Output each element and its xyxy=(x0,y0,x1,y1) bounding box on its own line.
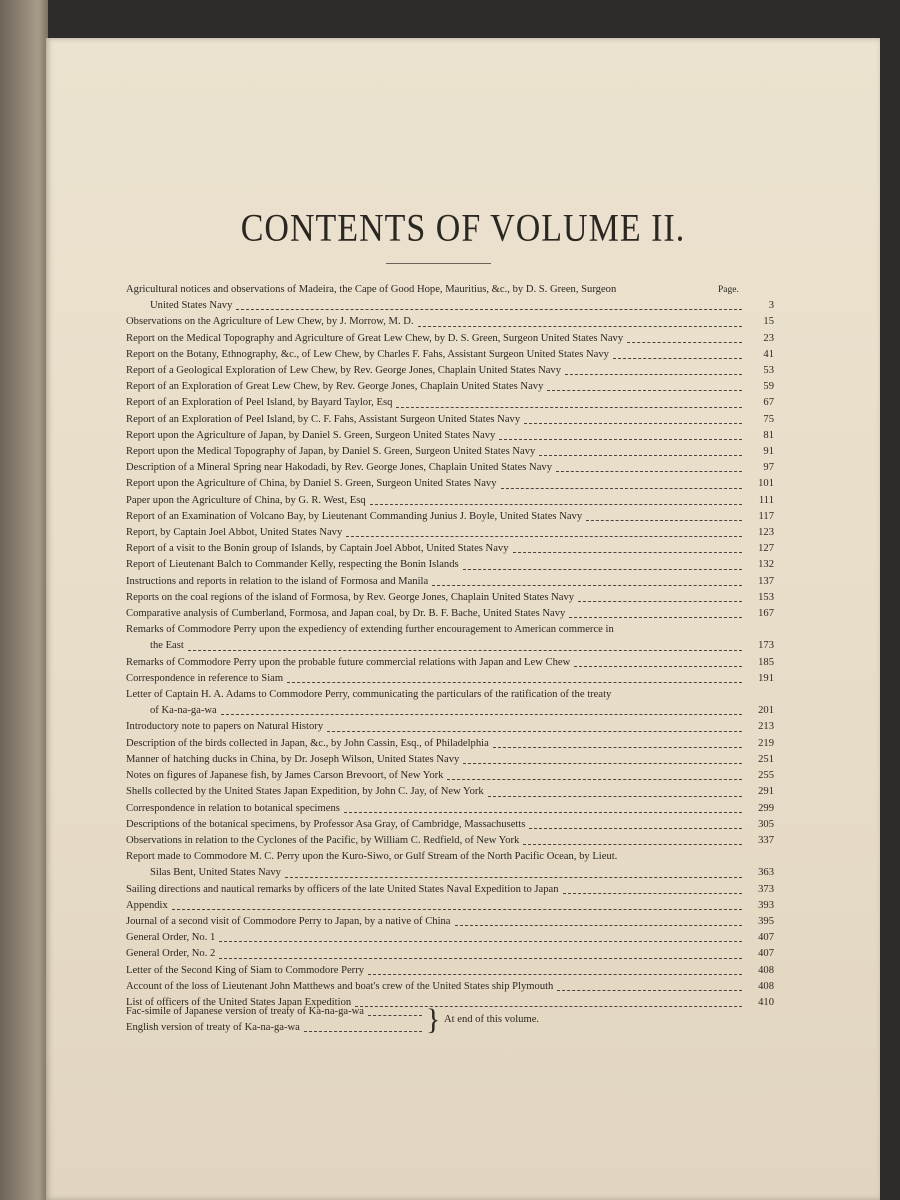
dot-leader xyxy=(488,796,742,797)
title-rule xyxy=(386,263,491,264)
toc-page-number: 111 xyxy=(758,494,774,506)
toc-entry xyxy=(126,525,774,541)
toc-entry xyxy=(126,476,774,492)
toc-entry-text: General Order, No. 1 xyxy=(126,932,216,944)
dot-leader xyxy=(463,569,742,570)
dot-leader xyxy=(455,925,742,926)
toc-entry-text: Manner of hatching ducks in China, by Dr. Joseph Wilson, United States Navy xyxy=(126,753,460,765)
toc-entry-text: Report upon the Agriculture of Japan, by Daniel S. Green, Surgeon United States Navy xyxy=(126,429,496,441)
page-column-header: Page. xyxy=(718,285,739,295)
toc-entry-text: Remarks of Commodore Perry upon the probable future commercial relations with Japan and Lew Chew xyxy=(126,656,571,668)
toc-entry-text: Report on the Botany, Ethnography, &c., of Lew Chew, by Charles F. Fahs, Assistant Surgeon United States Navy xyxy=(126,348,609,360)
toc-page-number: 408 xyxy=(758,980,774,992)
toc-page-number: 101 xyxy=(758,478,774,490)
toc-entry-text: Report of Lieutenant Balch to Commander Kelly, respecting the Bonin Islands xyxy=(126,559,459,571)
dot-leader xyxy=(221,714,742,715)
dot-leader xyxy=(529,828,742,829)
toc-page-number: 337 xyxy=(758,834,774,846)
toc-entry-text: Notes on figures of Japanese fish, by James Carson Brevoort, of New York xyxy=(126,770,444,782)
toc-entry-line: Remarks of Commodore Perry upon the expediency of extending further encouragement to American commerce in xyxy=(126,624,614,636)
toc-page-number: 201 xyxy=(758,705,774,717)
toc-page-number: 373 xyxy=(758,883,774,895)
toc-entry xyxy=(126,412,774,428)
toc-entry xyxy=(126,331,774,347)
toc-entry-text: Appendix xyxy=(126,899,168,911)
toc-page-number: 23 xyxy=(763,332,774,344)
toc-page-number: 3 xyxy=(768,300,774,312)
dot-leader xyxy=(613,358,742,359)
toc-entry xyxy=(126,979,774,995)
toc-entry xyxy=(126,363,774,379)
toc-entry-text: Correspondence in reference to Siam xyxy=(126,672,284,684)
dot-leader xyxy=(172,909,742,910)
toc-entry-line: of Ka-na-ga-wa xyxy=(150,705,217,717)
toc-entry-text: Correspondence in relation to botanical specimens xyxy=(126,802,340,814)
toc-entry-text: Letter of the Second King of Siam to Commodore Perry xyxy=(126,964,365,976)
dot-leader xyxy=(499,439,742,440)
toc-page-number: 75 xyxy=(763,413,774,425)
toc-entry-text: Observations in relation to the Cyclones of the Pacific, by William C. Redfield, of New York xyxy=(126,834,520,846)
toc-entry xyxy=(126,752,774,768)
dot-leader xyxy=(556,471,742,472)
dot-leader xyxy=(578,601,742,602)
toc-entry xyxy=(126,768,774,784)
contents-list xyxy=(126,282,774,1011)
toc-entry-text: Paper upon the Agriculture of China, by G. R. West, Esq xyxy=(126,494,366,506)
toc-entry xyxy=(126,946,774,962)
toc-page-number: 132 xyxy=(758,559,774,571)
toc-entry-text: General Order, No. 2 xyxy=(126,948,216,960)
toc-entry xyxy=(126,898,774,914)
toc-entry xyxy=(126,282,774,314)
toc-entry xyxy=(126,347,774,363)
toc-page-number: 291 xyxy=(758,786,774,798)
dot-leader xyxy=(304,1031,422,1032)
dot-leader xyxy=(523,844,742,845)
bracketed-item: Fac-simile of Japanese version of treaty of Ka-na-ga-wa xyxy=(126,1004,426,1020)
toc-entry xyxy=(126,590,774,606)
toc-entry xyxy=(126,801,774,817)
toc-entry-line: Silas Bent, United States Navy xyxy=(150,867,281,879)
toc-entry xyxy=(126,882,774,898)
toc-page-number: 185 xyxy=(758,656,774,668)
toc-page-number: 213 xyxy=(758,721,774,733)
dot-leader xyxy=(370,504,742,505)
toc-page-number: 363 xyxy=(758,867,774,879)
toc-page-number: 305 xyxy=(758,818,774,830)
dot-leader xyxy=(574,666,742,667)
toc-page-number: 137 xyxy=(758,575,774,587)
toc-entry-text: Report on the Medical Topography and Agriculture of Great Lew Chew, by D. S. Green, Surgeon United States Navy xyxy=(126,332,624,344)
dot-leader xyxy=(513,552,742,553)
toc-entry-text: Descriptions of the botanical specimens, by Professor Asa Gray, of Cambridge, Massachusetts xyxy=(126,818,526,830)
dot-leader xyxy=(346,536,742,537)
toc-entry xyxy=(126,379,774,395)
facing-page-edge xyxy=(0,0,48,1200)
toc-entry-text: Sailing directions and nautical remarks by officers of the late United States Naval Expedition to Japan xyxy=(126,883,559,895)
toc-page-number: 91 xyxy=(763,446,774,458)
toc-entry-text: Account of the loss of Lieutenant John Matthews and boat's crew of the United States ship Plymouth xyxy=(126,980,554,992)
toc-entry-text: Reports on the coal regions of the island of Formosa, by Rev. George Jones, Chaplain United States Navy xyxy=(126,591,575,603)
toc-page-number: 67 xyxy=(763,397,774,409)
dot-leader xyxy=(557,990,742,991)
toc-page-number: 255 xyxy=(758,770,774,782)
toc-entry xyxy=(126,784,774,800)
toc-entry-text: Report of an Examination of Volcano Bay, by Lieutenant Commanding Junius J. Boyle, United States Navy xyxy=(126,510,583,522)
toc-page-number: 81 xyxy=(763,429,774,441)
dot-leader xyxy=(547,390,742,391)
toc-entry xyxy=(126,655,774,671)
toc-page-number: 410 xyxy=(758,996,774,1008)
toc-entry-line: Report made to Commodore M. C. Perry upon the Kuro-Siwo, or Gulf Stream of the North Pacific Ocean, by Lieut. xyxy=(126,851,618,863)
toc-entry-text: Introductory note to papers on Natural History xyxy=(126,721,324,733)
toc-entry-line: Letter of Captain H. A. Adams to Commodore Perry, communicating the particulars of the ratification of the treaty xyxy=(126,689,612,701)
toc-entry-text: Description of a Mineral Spring near Hakodadi, by Rev. George Jones, Chaplain United States Navy xyxy=(126,462,553,474)
toc-page-number: 251 xyxy=(758,753,774,765)
toc-entry xyxy=(126,574,774,590)
dot-leader xyxy=(236,309,742,310)
toc-entry xyxy=(126,395,774,411)
book-page xyxy=(46,38,880,1200)
brace-glyph: } xyxy=(426,1003,441,1036)
toc-entry-text: Report upon the Agriculture of China, by Daniel S. Green, Surgeon United States Navy xyxy=(126,478,497,490)
toc-entry-text: Report of an Exploration of Peel Island, by C. F. Fahs, Assistant Surgeon United States Navy xyxy=(126,413,521,425)
toc-entry-text: Description of the birds collected in Japan, &c., by John Cassin, Esq., of Philadelphia xyxy=(126,737,489,749)
toc-entry xyxy=(126,817,774,833)
toc-entry xyxy=(126,849,774,881)
dot-leader xyxy=(586,520,742,521)
dot-leader xyxy=(493,747,742,748)
dot-leader xyxy=(368,1015,422,1016)
dot-leader xyxy=(188,650,742,651)
dot-leader xyxy=(418,326,742,327)
dot-leader xyxy=(327,731,742,732)
toc-page-number: 393 xyxy=(758,899,774,911)
bracketed-items xyxy=(126,1004,746,1036)
dot-leader xyxy=(368,974,742,975)
toc-entry xyxy=(126,687,774,719)
toc-entry-line: United States Navy xyxy=(150,300,233,312)
toc-entry xyxy=(126,914,774,930)
dot-leader xyxy=(285,877,742,878)
toc-page-number: 407 xyxy=(758,932,774,944)
dot-leader xyxy=(219,958,742,959)
page-title: CONTENTS OF VOLUME II. xyxy=(240,207,686,250)
toc-page-number: 117 xyxy=(758,510,774,522)
toc-entry-text: List of officers of the United States Japan Expedition xyxy=(126,996,352,1008)
toc-entry-text: Report of an Exploration of Great Lew Chew, by Rev. George Jones, Chaplain United States Navy xyxy=(126,381,544,393)
toc-page-number: 97 xyxy=(763,462,774,474)
toc-entry xyxy=(126,541,774,557)
toc-entry xyxy=(126,428,774,444)
toc-entry xyxy=(126,963,774,979)
toc-entry-line: Agricultural notices and observations of Madeira, the Cape of Good Hope, Mauritius, &c., by D. S. Green, Surgeon xyxy=(126,284,617,295)
toc-entry xyxy=(126,444,774,460)
toc-entry xyxy=(126,460,774,476)
toc-entry-text: Observations on the Agriculture of Lew Chew, by J. Morrow, M. D. xyxy=(126,316,414,328)
toc-entry-text: Report upon the Medical Topography of Japan, by Daniel S. Green, Surgeon United States Navy xyxy=(126,446,536,458)
dot-leader xyxy=(539,455,742,456)
toc-entry-text: Comparative analysis of Cumberland, Formosa, and Japan coal, by Dr. B. F. Bache, United States Navy xyxy=(126,608,566,620)
toc-page-number: 191 xyxy=(758,672,774,684)
toc-page-number: 153 xyxy=(758,591,774,603)
dot-leader xyxy=(447,779,742,780)
toc-page-number: 219 xyxy=(758,737,774,749)
dot-leader xyxy=(344,812,742,813)
toc-entry xyxy=(126,557,774,573)
toc-entry xyxy=(126,671,774,687)
dot-leader xyxy=(501,488,742,489)
dot-leader xyxy=(524,423,742,424)
toc-page-number: 127 xyxy=(758,543,774,555)
toc-entry-text: Journal of a second visit of Commodore Perry to Japan, by a native of China xyxy=(126,915,451,927)
toc-entry-line: the East xyxy=(150,640,184,652)
toc-page-number: 41 xyxy=(763,348,774,360)
toc-page-number: 408 xyxy=(758,964,774,976)
dot-leader xyxy=(627,342,742,343)
dot-leader xyxy=(396,407,742,408)
dot-leader xyxy=(563,893,742,894)
toc-entry-text: Report of a Geological Exploration of Lew Chew, by Rev. George Jones, Chaplain United States Navy xyxy=(126,365,562,377)
toc-page-number: 167 xyxy=(758,608,774,620)
bracketed-item: English version of treaty of Ka-na-ga-wa xyxy=(126,1020,426,1036)
toc-page-number: 123 xyxy=(758,527,774,539)
toc-page-number: 395 xyxy=(758,915,774,927)
toc-entry-text: Report, by Captain Joel Abbot, United States Navy xyxy=(126,527,343,539)
toc-entry xyxy=(126,314,774,330)
toc-page-number: 15 xyxy=(763,316,774,328)
toc-entry xyxy=(126,606,774,622)
toc-page-number: 59 xyxy=(763,381,774,393)
toc-entry xyxy=(126,930,774,946)
toc-page-number: 407 xyxy=(758,948,774,960)
toc-page-number: 53 xyxy=(763,365,774,377)
toc-entry-text: Report of a visit to the Bonin group of Islands, by Captain Joel Abbot, United States Navy xyxy=(126,543,509,555)
toc-page-number: 299 xyxy=(758,802,774,814)
toc-entry-text: Instructions and reports in relation to the island of Formosa and Manila xyxy=(126,575,429,587)
toc-entry xyxy=(126,719,774,735)
dot-leader xyxy=(219,941,742,942)
toc-entry-text: Report of an Exploration of Peel Island, by Bayard Taylor, Esq xyxy=(126,397,393,409)
dot-leader xyxy=(463,763,742,764)
dot-leader xyxy=(432,585,742,586)
toc-entry xyxy=(126,833,774,849)
dot-leader xyxy=(569,617,742,618)
toc-entry xyxy=(126,493,774,509)
dot-leader xyxy=(287,682,742,683)
dot-leader xyxy=(565,374,742,375)
bracket-note: At end of this volume. xyxy=(444,1014,540,1025)
toc-entry xyxy=(126,509,774,525)
toc-page-number: 173 xyxy=(758,640,774,652)
toc-entry-text: Shells collected by the United States Japan Expedition, by John C. Jay, of New York xyxy=(126,786,484,798)
toc-entry xyxy=(126,736,774,752)
toc-entry xyxy=(126,622,774,654)
